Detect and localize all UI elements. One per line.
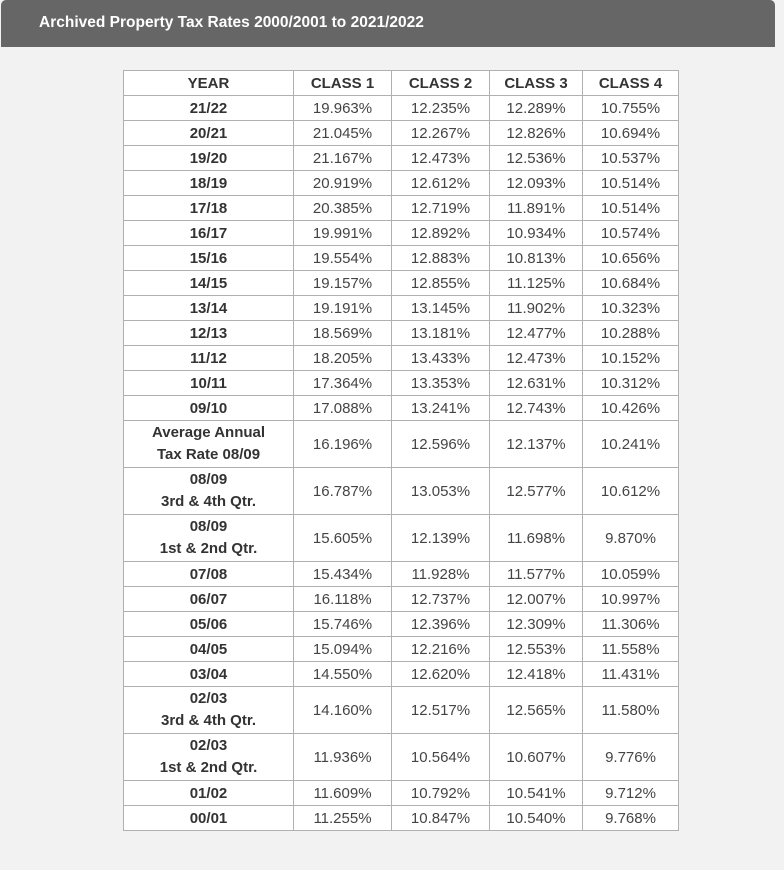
class-1-rate-cell: 14.550% — [294, 662, 392, 687]
table-row — [124, 321, 679, 346]
year-label: 06/07 — [189, 590, 228, 608]
year-cell — [124, 246, 294, 271]
year-label: 02/03 — [189, 690, 228, 707]
class-2-rate-cell: 12.396% — [392, 612, 490, 637]
class-4-rate-cell: 10.656% — [583, 246, 679, 271]
year-cell — [124, 96, 294, 121]
class-4-rate-cell: 10.694% — [583, 121, 679, 146]
class-2-rate-cell: 13.241% — [392, 396, 490, 421]
class-3-rate-cell: 12.137% — [490, 421, 583, 468]
class-2-rate-cell: 10.847% — [392, 806, 490, 831]
year-label: 19/20 — [189, 149, 228, 167]
class-2-rate-cell: 13.181% — [392, 321, 490, 346]
year-cell — [124, 346, 294, 371]
year-cell — [124, 587, 294, 612]
year-label: 20/21 — [189, 124, 228, 142]
table-header-row — [124, 71, 679, 96]
year-cell — [124, 806, 294, 831]
class-4-rate-cell: 11.558% — [583, 637, 679, 662]
class-2-rate-cell: 13.145% — [392, 296, 490, 321]
year-cell — [124, 421, 294, 468]
class-2-rate-cell: 12.517% — [392, 687, 490, 734]
page-header — [1, 0, 775, 47]
table-row — [124, 662, 679, 687]
class-3-rate-cell: 10.934% — [490, 221, 583, 246]
class-1-rate-cell: 11.936% — [294, 734, 392, 781]
table-row — [124, 121, 679, 146]
class-1-rate-cell: 20.385% — [294, 196, 392, 221]
class-3-rate-cell: 12.093% — [490, 171, 583, 196]
table-row — [124, 687, 679, 734]
year-cell — [124, 515, 294, 562]
year-label: 03/04 — [189, 665, 228, 683]
class-1-rate-cell: 14.160% — [294, 687, 392, 734]
class-3-rate-cell: 11.891% — [490, 196, 583, 221]
class-2-rate-cell: 13.353% — [392, 371, 490, 396]
year-cell — [124, 196, 294, 221]
table-row — [124, 515, 679, 562]
table-body — [124, 96, 679, 831]
class-3-rate-cell: 12.477% — [490, 321, 583, 346]
tax-rate-table — [123, 70, 679, 831]
table-row — [124, 562, 679, 587]
class-1-rate-cell: 18.569% — [294, 321, 392, 346]
class-3-rate-cell: 12.309% — [490, 612, 583, 637]
table-row — [124, 96, 679, 121]
column-header-year: YEAR — [124, 71, 294, 96]
year-cell — [124, 662, 294, 687]
table-row — [124, 421, 679, 468]
class-1-rate-cell: 17.088% — [294, 396, 392, 421]
class-2-rate-cell: 12.855% — [392, 271, 490, 296]
class-2-rate-cell: 13.053% — [392, 468, 490, 515]
class-4-rate-cell: 10.323% — [583, 296, 679, 321]
class-2-rate-cell: 12.139% — [392, 515, 490, 562]
class-2-rate-cell: 13.433% — [392, 346, 490, 371]
year-label: 18/19 — [189, 174, 228, 192]
class-2-rate-cell: 12.267% — [392, 121, 490, 146]
class-4-rate-cell: 11.306% — [583, 612, 679, 637]
table-row — [124, 587, 679, 612]
year-label: 10/11 — [190, 374, 227, 392]
class-2-rate-cell: 12.883% — [392, 246, 490, 271]
year-label: 02/03 — [189, 737, 228, 754]
year-label: 17/18 — [189, 199, 228, 217]
table-row — [124, 221, 679, 246]
class-2-rate-cell: 12.216% — [392, 637, 490, 662]
class-3-rate-cell: 10.541% — [490, 781, 583, 806]
class-4-rate-cell: 10.755% — [583, 96, 679, 121]
class-3-rate-cell: 12.418% — [490, 662, 583, 687]
page-title: Archived Property Tax Rates 2000/2001 to 2021/2022 — [39, 14, 424, 31]
year-cell — [124, 396, 294, 421]
class-3-rate-cell: 12.565% — [490, 687, 583, 734]
table-row — [124, 637, 679, 662]
class-1-rate-cell: 16.196% — [294, 421, 392, 468]
class-1-rate-cell: 16.118% — [294, 587, 392, 612]
class-4-rate-cell: 10.514% — [583, 171, 679, 196]
class-4-rate-cell: 10.574% — [583, 221, 679, 246]
table-row — [124, 296, 679, 321]
class-3-rate-cell: 12.743% — [490, 396, 583, 421]
year-cell — [124, 321, 294, 346]
table-row — [124, 612, 679, 637]
class-4-rate-cell: 10.514% — [583, 196, 679, 221]
table-row — [124, 196, 679, 221]
class-2-rate-cell: 12.737% — [392, 587, 490, 612]
class-1-rate-cell: 19.157% — [294, 271, 392, 296]
class-4-rate-cell: 10.152% — [583, 346, 679, 371]
year-label: 16/17 — [189, 224, 228, 242]
table-row — [124, 371, 679, 396]
year-cell — [124, 781, 294, 806]
class-4-rate-cell: 10.684% — [583, 271, 679, 296]
year-label: 12/13 — [189, 324, 228, 342]
class-3-rate-cell: 12.289% — [490, 96, 583, 121]
class-2-rate-cell: 10.564% — [392, 734, 490, 781]
class-3-rate-cell: 11.698% — [490, 515, 583, 562]
year-cell — [124, 296, 294, 321]
class-1-rate-cell: 17.364% — [294, 371, 392, 396]
year-label: 00/01 — [189, 809, 228, 827]
year-label: 04/05 — [189, 640, 228, 658]
class-3-rate-cell: 12.473% — [490, 346, 583, 371]
column-header-class-1: CLASS 1 — [294, 71, 392, 96]
table-row — [124, 468, 679, 515]
year-label: Tax Rate 08/09 — [156, 446, 261, 463]
class-4-rate-cell: 10.997% — [583, 587, 679, 612]
class-3-rate-cell: 10.540% — [490, 806, 583, 831]
year-label: 01/02 — [189, 784, 228, 802]
column-header-class-3: CLASS 3 — [490, 71, 583, 96]
class-1-rate-cell: 21.045% — [294, 121, 392, 146]
class-1-rate-cell: 15.746% — [294, 612, 392, 637]
class-2-rate-cell: 11.928% — [392, 562, 490, 587]
class-4-rate-cell: 10.537% — [583, 146, 679, 171]
year-cell — [124, 468, 294, 515]
class-1-rate-cell: 11.255% — [294, 806, 392, 831]
class-1-rate-cell: 15.605% — [294, 515, 392, 562]
class-2-rate-cell: 12.235% — [392, 96, 490, 121]
year-label: 09/10 — [189, 399, 228, 417]
class-2-rate-cell: 12.596% — [392, 421, 490, 468]
column-header-class-2: CLASS 2 — [392, 71, 490, 96]
class-1-rate-cell: 19.191% — [294, 296, 392, 321]
table-row — [124, 146, 679, 171]
class-1-rate-cell: 11.609% — [294, 781, 392, 806]
table-row — [124, 734, 679, 781]
class-1-rate-cell: 21.167% — [294, 146, 392, 171]
class-4-rate-cell: 10.312% — [583, 371, 679, 396]
year-label: 1st & 2nd Qtr. — [159, 759, 258, 776]
class-3-rate-cell: 12.007% — [490, 587, 583, 612]
year-label: 08/09 — [189, 471, 228, 488]
table-row — [124, 346, 679, 371]
year-label: 21/22 — [189, 99, 228, 117]
year-label: 1st & 2nd Qtr. — [159, 540, 258, 557]
year-cell — [124, 612, 294, 637]
year-cell — [124, 371, 294, 396]
year-label: 07/08 — [189, 565, 228, 583]
class-4-rate-cell: 9.776% — [583, 734, 679, 781]
class-2-rate-cell: 12.473% — [392, 146, 490, 171]
class-3-rate-cell: 10.813% — [490, 246, 583, 271]
class-2-rate-cell: 10.792% — [392, 781, 490, 806]
class-1-rate-cell: 15.094% — [294, 637, 392, 662]
year-label: 05/06 — [189, 615, 228, 633]
class-3-rate-cell: 10.607% — [490, 734, 583, 781]
content-panel — [1, 47, 775, 831]
class-4-rate-cell: 10.612% — [583, 468, 679, 515]
year-cell — [124, 221, 294, 246]
table-row — [124, 781, 679, 806]
class-4-rate-cell: 10.426% — [583, 396, 679, 421]
class-2-rate-cell: 12.719% — [392, 196, 490, 221]
class-4-rate-cell: 9.768% — [583, 806, 679, 831]
class-4-rate-cell: 9.712% — [583, 781, 679, 806]
class-4-rate-cell: 11.580% — [583, 687, 679, 734]
year-label: 13/14 — [189, 299, 228, 317]
class-3-rate-cell: 12.536% — [490, 146, 583, 171]
year-cell — [124, 146, 294, 171]
class-1-rate-cell: 20.919% — [294, 171, 392, 196]
class-2-rate-cell: 12.612% — [392, 171, 490, 196]
class-1-rate-cell: 19.963% — [294, 96, 392, 121]
year-cell — [124, 121, 294, 146]
class-4-rate-cell: 11.431% — [583, 662, 679, 687]
class-4-rate-cell: 9.870% — [583, 515, 679, 562]
class-3-rate-cell: 12.553% — [490, 637, 583, 662]
class-4-rate-cell: 10.059% — [583, 562, 679, 587]
table-row — [124, 806, 679, 831]
class-3-rate-cell: 12.577% — [490, 468, 583, 515]
year-cell — [124, 687, 294, 734]
table-row — [124, 271, 679, 296]
table-row — [124, 246, 679, 271]
class-1-rate-cell: 19.991% — [294, 221, 392, 246]
class-4-rate-cell: 10.288% — [583, 321, 679, 346]
class-1-rate-cell: 19.554% — [294, 246, 392, 271]
year-cell — [124, 734, 294, 781]
class-3-rate-cell: 11.577% — [490, 562, 583, 587]
year-label: 11/12 — [190, 349, 227, 367]
table-row — [124, 396, 679, 421]
year-cell — [124, 171, 294, 196]
class-3-rate-cell: 11.125% — [490, 271, 583, 296]
class-1-rate-cell: 15.434% — [294, 562, 392, 587]
class-3-rate-cell: 12.826% — [490, 121, 583, 146]
class-4-rate-cell: 10.241% — [583, 421, 679, 468]
year-label: 14/15 — [189, 274, 228, 292]
column-header-class-4: CLASS 4 — [583, 71, 679, 96]
table-row — [124, 171, 679, 196]
year-label: 3rd & 4th Qtr. — [160, 493, 257, 510]
class-3-rate-cell: 11.902% — [490, 296, 583, 321]
class-3-rate-cell: 12.631% — [490, 371, 583, 396]
year-label: 15/16 — [189, 249, 228, 267]
class-1-rate-cell: 18.205% — [294, 346, 392, 371]
year-cell — [124, 271, 294, 296]
year-label: 08/09 — [189, 518, 228, 535]
year-label: 3rd & 4th Qtr. — [160, 712, 257, 729]
year-label: Average Annual — [151, 424, 266, 441]
class-2-rate-cell: 12.892% — [392, 221, 490, 246]
class-2-rate-cell: 12.620% — [392, 662, 490, 687]
year-cell — [124, 562, 294, 587]
year-cell — [124, 637, 294, 662]
class-1-rate-cell: 16.787% — [294, 468, 392, 515]
